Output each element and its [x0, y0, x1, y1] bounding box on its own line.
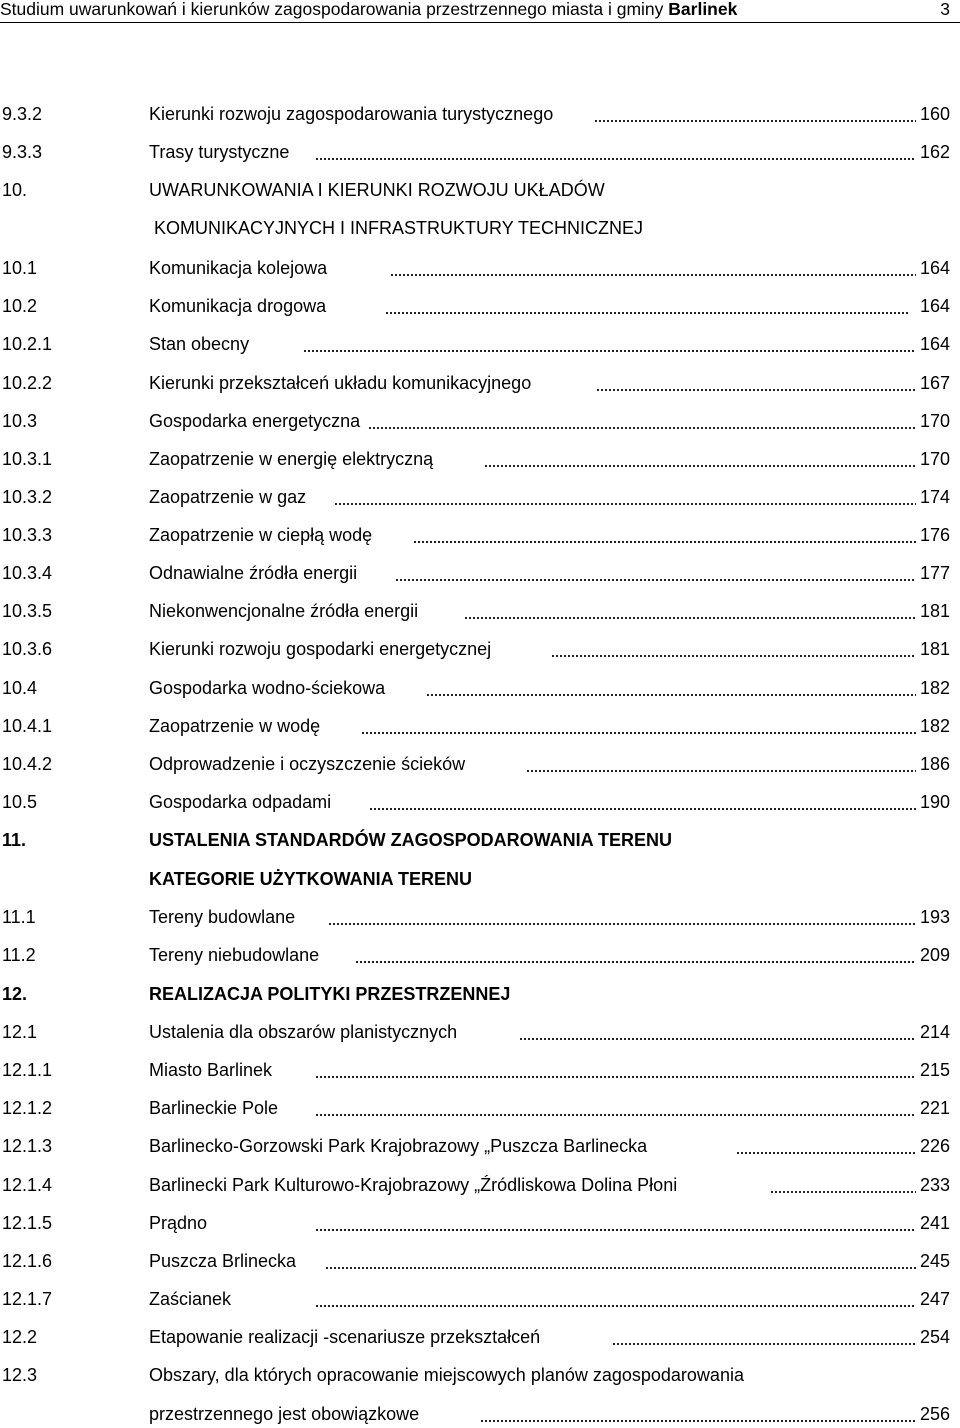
toc-entry[interactable] — [0, 675, 960, 701]
toc-title: Ustalenia dla obszarów planistycznych — [149, 1022, 458, 1042]
toc-entry[interactable] — [0, 1210, 960, 1236]
toc-title-continuation: przestrzennego jest obowiązkowe — [149, 1404, 420, 1424]
toc-number: 10.3.5 — [2, 601, 53, 621]
toc-page: 193 — [919, 907, 950, 927]
dot-leader — [385, 293, 910, 319]
toc-title: Kierunki rozwoju gospodarki energetycznej — [149, 639, 492, 659]
toc-page: 170 — [919, 449, 950, 469]
toc-entry[interactable] — [0, 1362, 960, 1388]
dot-leader — [480, 1401, 916, 1427]
toc-title: Zaścianek — [149, 1289, 232, 1309]
toc-title: UWARUNKOWANIA I KIERUNKI ROZWOJU UKŁADÓW — [149, 180, 605, 200]
toc-number: 12.1.3 — [2, 1136, 53, 1156]
toc-number: 11.2 — [2, 945, 36, 965]
toc-title: Odprowadzenie i oczyszczenie ścieków — [149, 754, 466, 774]
toc-title: Zaopatrzenie w wodę — [149, 716, 321, 736]
toc-number: 10. — [2, 180, 28, 200]
toc-title: Barlinecko-Gorzowski Park Krajobrazowy „Puszcza Barlinecka — [149, 1136, 648, 1156]
dot-leader — [325, 1248, 916, 1274]
toc-entry[interactable] — [0, 713, 960, 739]
toc-number: 11. — [2, 830, 27, 850]
dot-leader — [315, 1057, 916, 1083]
toc-page: 226 — [919, 1136, 950, 1156]
toc-page: 214 — [919, 1022, 950, 1042]
toc-page: 170 — [919, 411, 950, 431]
header-title-bold: Barlinek — [668, 0, 738, 19]
dot-leader — [315, 1210, 916, 1236]
toc-number: 12.1.6 — [2, 1251, 53, 1271]
page-header — [0, 0, 960, 22]
toc-title: Trasy turystyczne — [149, 142, 290, 162]
dot-leader — [328, 904, 916, 930]
toc-title: Miasto Barlinek — [149, 1060, 273, 1080]
toc-title-continuation: KOMUNIKACYJNYCH I INFRASTRUKTURY TECHNICZNEJ — [154, 218, 644, 238]
toc-page: 174 — [919, 487, 950, 507]
toc-number: 9.3.3 — [2, 142, 43, 162]
toc-title: Zaopatrzenie w energię elektryczną — [149, 449, 434, 469]
toc-number: 12.1.4 — [2, 1175, 53, 1195]
toc-title: Barlineckie Pole — [149, 1098, 279, 1118]
toc-entry[interactable] — [0, 293, 960, 319]
toc-page: 256 — [919, 1404, 950, 1424]
toc-number: 10.2.1 — [2, 334, 53, 354]
dot-leader — [368, 408, 916, 434]
toc-entry[interactable] — [0, 1172, 960, 1198]
dot-leader — [612, 1324, 916, 1350]
dot-leader — [770, 1172, 916, 1198]
toc-title: Gospodarka wodno-ściekowa — [149, 678, 386, 698]
toc-number: 10.2 — [2, 296, 38, 316]
toc-entry[interactable] — [0, 1057, 960, 1083]
dot-leader — [390, 255, 916, 281]
dot-leader — [355, 942, 916, 968]
toc-title: Kierunki przekształceń układu komunikacyjnego — [149, 373, 532, 393]
toc-title: Etapowanie realizacji -scenariusze przekształceń — [149, 1327, 541, 1347]
dot-leader — [303, 331, 916, 357]
toc-page: 233 — [919, 1175, 950, 1195]
toc-title: Kierunki rozwoju zagospodarowania turystycznego — [149, 104, 554, 124]
toc-entry[interactable] — [0, 942, 960, 968]
toc-number: 10.2.2 — [2, 373, 53, 393]
toc-number: 12.1.1 — [2, 1060, 53, 1080]
toc-page: 209 — [919, 945, 950, 965]
toc-number: 10.3.6 — [2, 639, 53, 659]
toc-title: Komunikacja drogowa — [149, 296, 327, 316]
toc-entry[interactable] — [0, 751, 960, 777]
toc-page: 160 — [919, 104, 950, 124]
toc-page: 190 — [919, 792, 950, 812]
dot-leader — [736, 1133, 916, 1159]
toc-entry[interactable] — [0, 1248, 960, 1274]
toc-page: 167 — [919, 373, 950, 393]
toc-number: 12.1.7 — [2, 1289, 53, 1309]
toc-entry[interactable] — [0, 1286, 960, 1312]
toc-number: 10.1 — [2, 258, 38, 278]
toc-entry[interactable] — [0, 101, 960, 127]
toc-entry[interactable] — [0, 1324, 960, 1350]
toc-number: 10.3.4 — [2, 563, 53, 583]
toc-page: 164 — [919, 296, 950, 316]
toc-entry[interactable] — [0, 370, 960, 396]
toc-entry[interactable] — [0, 789, 960, 815]
toc-title: Stan obecny — [149, 334, 250, 354]
toc-page: 221 — [919, 1098, 950, 1118]
header-title: Studium uwarunkowań i kierunków zagospodarowania przestrzennego miasta i gminy Barlinek — [0, 0, 738, 19]
toc-title: Gospodarka energetyczna — [149, 411, 361, 431]
toc-page: 215 — [919, 1060, 950, 1080]
toc-entry[interactable] — [0, 177, 960, 203]
toc-title: Barlinecki Park Kulturowo-Krajobrazowy „Źródliskowa Dolina Płoni — [149, 1175, 678, 1195]
toc-entry[interactable] — [0, 1133, 960, 1159]
toc-number: 10.5 — [2, 792, 38, 812]
dot-leader — [361, 713, 916, 739]
dot-leader — [551, 636, 916, 662]
toc-title: REALIZACJA POLITYKI PRZESTRZENNEJ — [149, 984, 511, 1004]
toc-entry[interactable] — [0, 484, 960, 510]
dot-leader — [395, 560, 916, 586]
toc-page: 177 — [919, 563, 950, 583]
toc-title: Zaopatrzenie w gaz — [149, 487, 307, 507]
toc-title: Niekonwencjonalne źródła energii — [149, 601, 419, 621]
toc-page: 181 — [919, 601, 950, 621]
toc-number: 12.1.2 — [2, 1098, 53, 1118]
header-page-number: 3 — [940, 0, 950, 19]
dot-leader — [596, 370, 916, 396]
toc-number: 11.1 — [2, 907, 36, 927]
toc-number: 12.1 — [2, 1022, 38, 1042]
toc-entry[interactable] — [0, 636, 960, 662]
toc-title: Komunikacja kolejowa — [149, 258, 328, 278]
toc-page: 254 — [919, 1327, 950, 1347]
toc-title: Obszary, dla których opracowanie miejscowych planów zagospodarowania — [149, 1365, 744, 1385]
toc-title: USTALENIA STANDARDÓW ZAGOSPODAROWANIA TERENU — [149, 830, 672, 850]
toc-page: 162 — [919, 142, 950, 162]
toc-number: 10.3 — [2, 411, 38, 431]
toc-number: 12.2 — [2, 1327, 38, 1347]
dot-leader — [315, 139, 916, 165]
toc-title: Tereny niebudowlane — [149, 945, 320, 965]
dot-leader — [315, 1286, 916, 1312]
dot-leader — [519, 1019, 916, 1045]
dot-leader — [369, 789, 916, 815]
toc-number: 12.3 — [2, 1365, 38, 1385]
toc-entry[interactable] — [0, 1019, 960, 1045]
toc-number: 10.4 — [2, 678, 38, 698]
dot-leader — [526, 751, 916, 777]
toc-page: 181 — [919, 639, 950, 659]
toc-page: 186 — [919, 754, 950, 774]
dot-leader — [464, 598, 916, 624]
toc-entry-continuation[interactable] — [0, 1401, 960, 1427]
toc-title: Tereny budowlane — [149, 907, 296, 927]
dot-leader — [315, 1095, 916, 1121]
header-rule — [0, 22, 960, 23]
toc-title: Zaopatrzenie w ciepłą wodę — [149, 525, 373, 545]
toc-number: 12. — [2, 984, 28, 1004]
toc-page: 245 — [919, 1251, 950, 1271]
toc-entry[interactable] — [0, 598, 960, 624]
toc-page: 247 — [919, 1289, 950, 1309]
toc-entry[interactable] — [0, 827, 960, 853]
toc-page: 182 — [919, 716, 950, 736]
toc-number: 10.3.2 — [2, 487, 53, 507]
toc-entry[interactable] — [0, 255, 960, 281]
toc-title-continuation: KATEGORIE UŻYTKOWANIA TERENU — [149, 869, 472, 889]
dot-leader — [484, 446, 916, 472]
dot-leader — [334, 484, 916, 510]
toc-page: 241 — [919, 1213, 950, 1233]
toc-title: Gospodarka odpadami — [149, 792, 332, 812]
dot-leader — [594, 101, 916, 127]
toc-page: 164 — [919, 258, 950, 278]
dot-leader — [426, 675, 916, 701]
toc-title: Puszcza Brlinecka — [149, 1251, 297, 1271]
toc-number: 10.4.2 — [2, 754, 53, 774]
toc-entry[interactable] — [0, 560, 960, 586]
dot-leader — [413, 522, 916, 548]
toc-number: 10.3.3 — [2, 525, 53, 545]
toc-number: 10.4.1 — [2, 716, 53, 736]
toc-title: Odnawialne źródła energii — [149, 563, 358, 583]
toc-number: 9.3.2 — [2, 104, 43, 124]
toc-entry[interactable] — [0, 904, 960, 930]
toc-entry[interactable] — [0, 139, 960, 165]
toc-number: 12.1.5 — [2, 1213, 53, 1233]
toc-page: 176 — [919, 525, 950, 545]
toc-page: 182 — [919, 678, 950, 698]
toc-entry[interactable] — [0, 408, 960, 434]
toc-entry[interactable] — [0, 522, 960, 548]
toc-entry[interactable] — [0, 1095, 960, 1121]
toc-number: 10.3.1 — [2, 449, 53, 469]
toc-page: 164 — [919, 334, 950, 354]
toc-title: Prądno — [149, 1213, 208, 1233]
toc-entry[interactable] — [0, 331, 960, 357]
toc-entry[interactable] — [0, 981, 960, 1007]
toc-entry[interactable] — [0, 446, 960, 472]
